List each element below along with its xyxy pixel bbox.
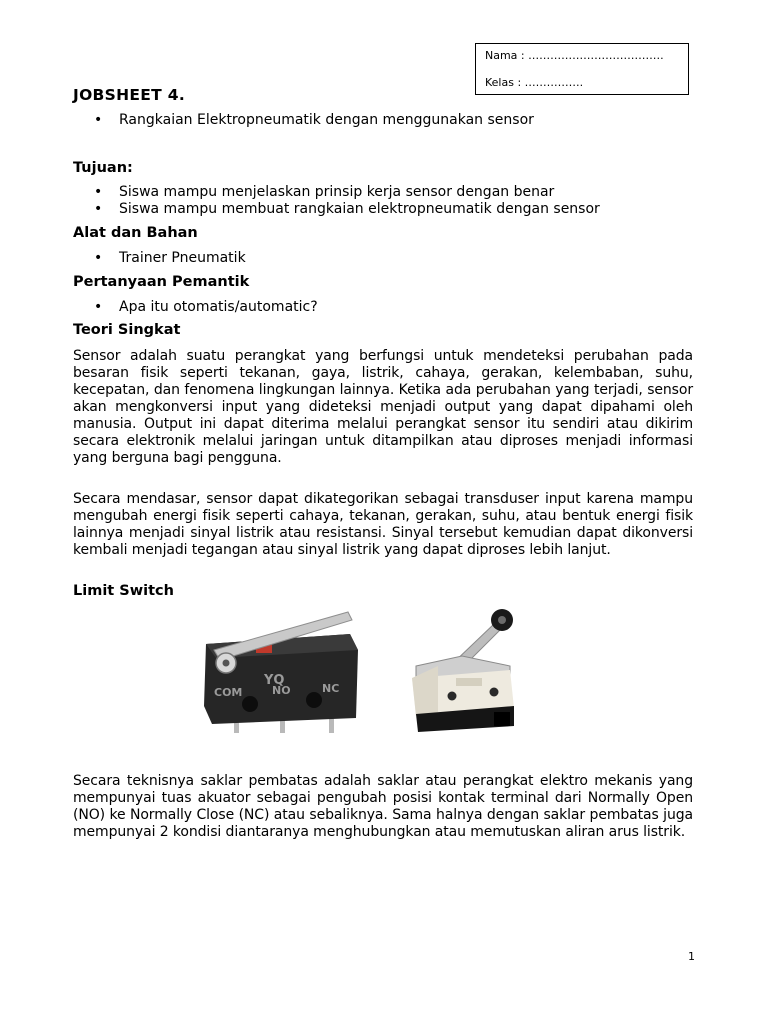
teori-heading: Teori Singkat: [73, 322, 181, 338]
limit-switch-photo-1: [198, 606, 368, 736]
list-item: • Trainer Pneumatik: [73, 250, 693, 267]
list-item: • Siswa mampu menjelaskan prinsip kerja sensor dengan benar: [73, 184, 693, 201]
kelas-field: Kelas : …………….: [485, 76, 584, 89]
tujuan-heading: Tujuan:: [73, 160, 133, 176]
nama-field: Nama : ……………………………….: [485, 49, 664, 62]
limit-switch-paragraph: Secara teknisnya saklar pembatas adalah saklar atau perangkat elektro mekanis yang mempunyai tuas akuator sebagai pengubah posisi kontak terminal dari Normally Open (NO) ke Normally Close (NC) atau sebaliknya. Sama halnya dengan saklar pembatas juga mempunyai 2 kondisi diantaranya menghubungkan atau memutuskan aliran arus listrik.: [73, 773, 693, 840]
brand-label: YQ: [264, 673, 285, 688]
tujuan-list: [73, 184, 693, 218]
teori-paragraph-1: Sensor adalah suatu perangkat yang berfungsi untuk mendeteksi perubahan pada besaran fisik seperti tekanan, gaya, listrik, cahaya, gerakan, kelembaban, suhu, kecepatan, dan fenomena lingkungan lainnya. Ketika ada perubahan yang terjadi, sensor akan mengkonversi input yang dideteksi menjadi output yang dapat dipahami oleh manusia. Output ini dapat diterima melalui perangkat sensor itu sendiri atau dikirim secara elektronik melalui jaringan untuk ditampilkan atau diproses menjadi informasi yang berguna bagi pengguna.: [73, 348, 693, 466]
no-label: NO: [272, 684, 291, 697]
alat-list: [73, 250, 693, 267]
student-info-box: [475, 43, 689, 95]
page-number: 1: [688, 950, 695, 963]
intro-list: [73, 112, 693, 129]
alat-heading: Alat dan Bahan: [73, 225, 198, 241]
list-item: • Rangkaian Elektropneumatik dengan menggunakan sensor: [73, 112, 693, 129]
pertanyaan-heading: Pertanyaan Pemantik: [73, 274, 250, 290]
teori-paragraph-2: Secara mendasar, sensor dapat dikategorikan sebagai transduser input karena mampu mengubah energi fisik seperti cahaya, tekanan, gerakan, suhu, atau bentuk energi fisik lainnya menjadi sinyal listrik atau resistansi. Sinyal tersebut kemudian dapat dikonversi kembali menjadi tegangan atau sinyal listrik yang dapat diproses lebih lanjut.: [73, 491, 693, 558]
list-item: • Siswa mampu membuat rangkaian elektropneumatik dengan sensor: [73, 201, 693, 218]
list-item: • Apa itu otomatis/automatic?: [73, 299, 693, 316]
document-title: JOBSHEET 4.: [73, 86, 186, 104]
com-label: COM: [214, 686, 243, 699]
limit-switch-heading: Limit Switch: [73, 583, 174, 599]
limit-switch-photo-2: [402, 604, 542, 734]
nc-label: NC: [322, 682, 340, 695]
pertanyaan-list: [73, 299, 693, 316]
